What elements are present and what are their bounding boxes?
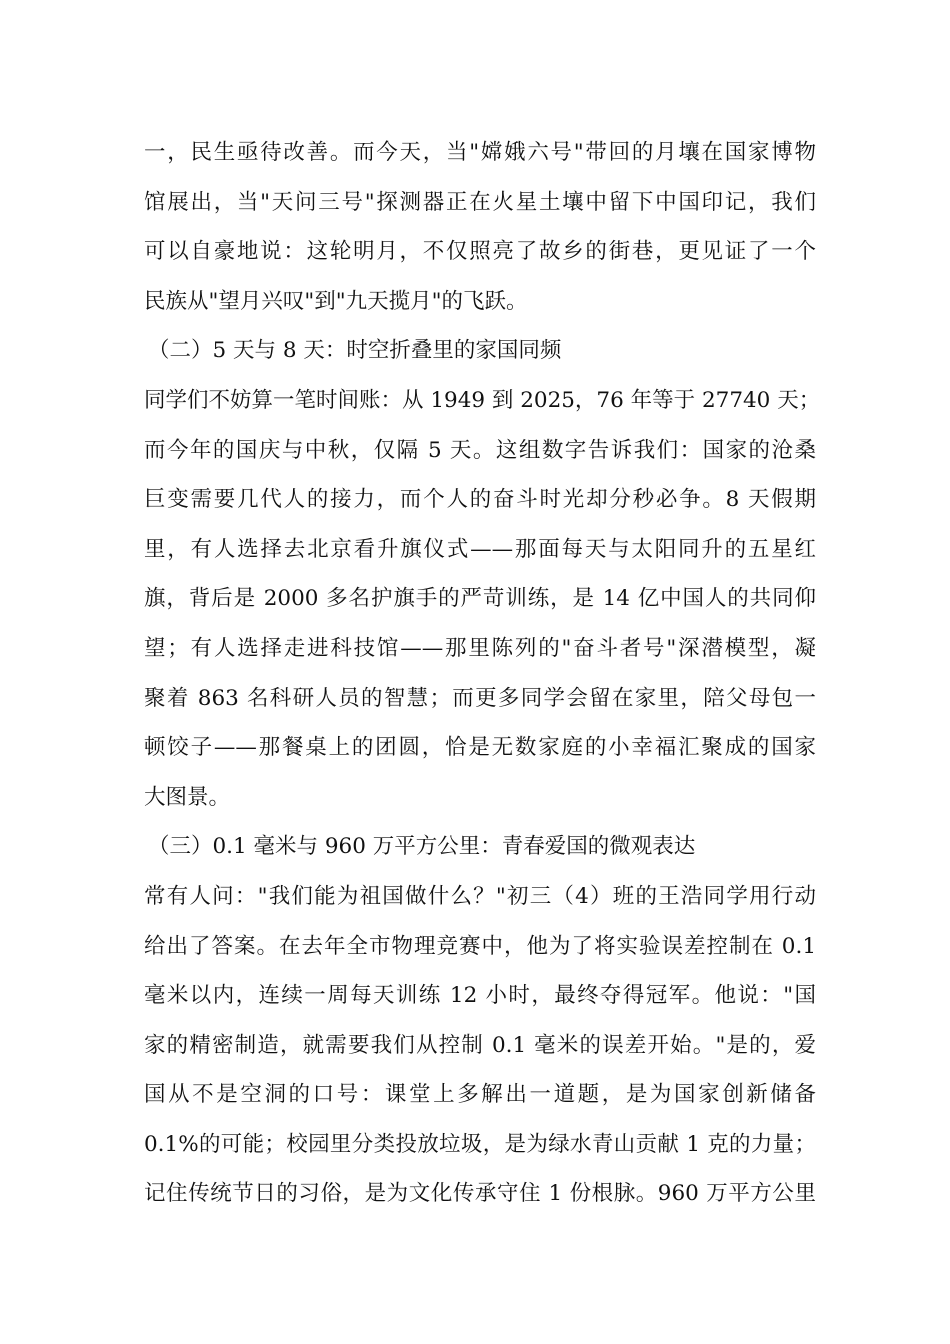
paragraph-line: 望；有人选择走进科技馆——那里陈列的"奋斗者号"深潜模型，凝 [144, 635, 816, 661]
paragraph-line: 家的精密制造，就需要我们从控制 0.1 毫米的误差开始。"是的，爱 [144, 1032, 816, 1058]
paragraph-line: 顿饺子——那餐桌上的团圆，恰是无数家庭的小幸福汇聚成的国家 [144, 735, 816, 761]
paragraph-line: 大图景。 [144, 784, 231, 810]
paragraph-line: 国从不是空洞的口号：课堂上多解出一道题，是为国家创新储备 [144, 1082, 816, 1108]
paragraph-line: 给出了答案。在去年全市物理竞赛中，他为了将实验误差控制在 0.1 [144, 933, 816, 959]
paragraph-line: 记住传统节日的习俗，是为文化传承守住 1 份根脉。960 万平方公里 [144, 1181, 816, 1207]
body-text [144, 128, 821, 1219]
paragraph-line: 0.1%的可能；校园里分类投放垃圾，是为绿水青山贡献 1 克的力量； [144, 1131, 816, 1157]
paragraph-line: 一，民生亟待改善。而今天，当"嫦娥六号"带回的月壤在国家博物 [144, 140, 816, 165]
section-heading: （二）5 天与 8 天：时空折叠里的家国同频 [148, 338, 562, 364]
paragraph-line: 毫米以内，连续一周每天训练 12 小时，最终夺得冠军。他说："国 [144, 983, 816, 1009]
paragraph-line: 民族从"望月兴叹"到"九天揽月"的飞跃。 [144, 288, 528, 314]
paragraph-line: 而今年的国庆与中秋，仅隔 5 天。这组数字告诉我们：国家的沧桑 [144, 437, 816, 463]
paragraph-line: 旗，背后是 2000 多名护旗手的严苛训练，是 14 亿中国人的共同仰 [144, 586, 816, 612]
section-heading: （三）0.1 毫米与 960 万平方公里：青春爱国的微观表达 [148, 834, 696, 860]
paragraph-line: 常有人问："我们能为祖国做什么？"初三（4）班的王浩同学用行动 [144, 883, 816, 909]
paragraph-line: 同学们不妨算一笔时间账：从 1949 到 2025，76 年等于 27740 天； [144, 387, 821, 413]
paragraph-line: 馆展出，当"天问三号"探测器正在火星土壤中留下中国印记，我们 [144, 189, 816, 215]
paragraph-line: 里，有人选择去北京看升旗仪式——那面每天与太阳同升的五星红 [144, 536, 816, 562]
paragraph-line: 巨变需要几代人的接力，而个人的奋斗时光却分秒必争。8 天假期 [144, 487, 816, 513]
paragraph-line: 可以自豪地说：这轮明月，不仅照亮了故乡的街巷，更见证了一个 [144, 239, 816, 265]
paragraph-line: 聚着 863 名科研人员的智慧；而更多同学会留在家里，陪父母包一 [144, 685, 816, 711]
